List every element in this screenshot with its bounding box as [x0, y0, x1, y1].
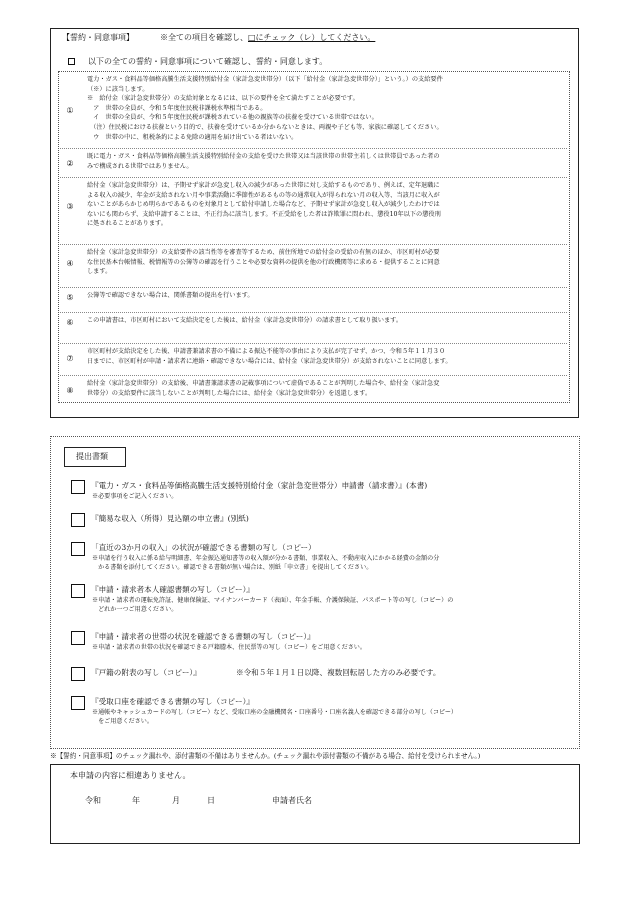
pledge-header-note: ※全ての項目を確認し、□にチェック（レ）してください。 — [160, 33, 376, 42]
doc-checkbox[interactable] — [71, 667, 85, 681]
doc-label: 『電力・ガス・食料品等価格高騰生活支援特別給付金（家計急変世帯分）申請書（請求書）』(本書) — [91, 481, 428, 490]
pledge-item-number: ⑥ — [66, 317, 74, 327]
pledge-item-divider — [60, 148, 567, 149]
pledge-agree-checkbox[interactable] — [68, 58, 75, 65]
pledge-item-line: 給付金（家計急変世帯分）は、予期せず家計が急変し収入の減少があった世帯に対し支給するものであり、例えば、定年退職に — [87, 182, 440, 189]
pledge-item-number: ⑤ — [66, 292, 74, 302]
pledge-item-divider — [60, 375, 567, 376]
doc-label: 『戸籍の附表の写し（コピー）』 — [91, 668, 201, 677]
doc-label: 「直近の3か月の収入」の状況が確認できる書類の写し（コピー） — [91, 543, 316, 552]
pledge-item-divider — [60, 244, 567, 245]
pledge-item-divider — [60, 343, 567, 344]
doc-label-suffix: ※令和５年１月１日以降、複数回転居した方のみ必要です。 — [236, 668, 441, 677]
pledge-item-number: ④ — [66, 259, 74, 269]
pledge-item-line: します。 — [87, 268, 112, 276]
date-year: 年 — [132, 796, 140, 805]
pledge-item-number: ③ — [66, 202, 74, 211]
doc-label: 『簡易な収入（所得）見込額の申立書』(別紙) — [91, 514, 249, 523]
pledge-header-label: 【誓約・同意事項】 — [62, 33, 134, 42]
pledge-item-divider — [60, 177, 567, 178]
pledge-item-line: ウ 世帯の中に、租税条約による免除の適用を届け出ている者はいない。 — [87, 133, 298, 141]
applicant-name-label: 申請者氏名 — [272, 796, 312, 805]
pledge-item-divider — [60, 312, 567, 313]
pledge-item-divider — [60, 287, 567, 288]
pledge-item-line: 公簿等で確認できない場合は、関係書類の提出を行います。 — [87, 292, 254, 299]
pledge-item-line: 給付金（家計急変世帯分）の支給要件の該当性等を審査等するため、前住所地での給付金の受給の有無のほか、市区町村が必要 — [87, 249, 440, 256]
pledge-item-line: な住民基本台帳情報、税情報等の公簿等の確認を行うことや必要な資料の提供を他の行政機関等に求める・提供することに同意 — [87, 258, 440, 266]
pledge-item-line: ないことがあらかじめ明らかであるものを対象月として給付申請した場合など、予期せず家計が急変し収入が減少したわけでは — [87, 201, 440, 209]
doc-note: ※申請を行う収入に係る給与明細書、年金振込通知書等の収入額が分かる書類、事業収入、不動産収入にかかる経費の金額の分 — [92, 555, 440, 562]
pledge-item-number: ② — [66, 158, 74, 168]
pledge-item-line: ※ 給付金（家計急変世帯分）の支給対象となるには、以下の要件を全て満たすことが必要です。 — [87, 95, 359, 103]
pledge-item-number: ⑦ — [66, 353, 74, 363]
pledge-item-line: 電力・ガス・食料品等価格高騰生活支援特別給付金（家計急変世帯分）（以下「給付金（家計急変世帯分）」という。）の支給要件 — [87, 76, 443, 83]
doc-checkbox[interactable] — [71, 480, 85, 494]
pledge-item-line: イ 世帯の全員が、令和５年度住民税が課税されている他の親族等の扶養を受けている世帯ではない。 — [87, 114, 378, 122]
pledge-item-line: ア 世帯の全員が、令和５年度住民税非課税水準相当である。 — [87, 104, 267, 112]
doc-note: どれか一つご用意ください。 — [92, 606, 178, 613]
pledge-item-line: ないにも関わらず、支給申請することは、不正行為に該当します。不正受給をした者は詐欺罪に問われ、懲役10年以下の懲役刑 — [87, 210, 441, 218]
pledge-item-number: ① — [66, 105, 74, 115]
pledge-item-line: よる収入の減少、年金が支給されない月や事業活動に季節性があるもの等の通常収入が得られない月の収入等、当該月に収入が — [87, 191, 440, 199]
pledge-item-line: （注）住民税における扶養という目的で、扶養を受けているか分からないときは、両親や子ども等、家族に確認してください。 — [87, 124, 443, 131]
doc-note: ※必要事項をご記入ください。 — [92, 493, 178, 500]
pledge-item-line: 既に電力・ガス・食料品等価格高騰生活支援特別給付金の支給を受けた世帯又は当該世帯の世帯主若しくは世帯員であった者の — [87, 153, 440, 160]
pledge-check-line: 以下の全ての誓約・同意事項について確認し、誓約・同意します。 — [88, 57, 328, 66]
docs-title: 提出書類 — [76, 452, 108, 461]
pledge-item-number: ⑧ — [66, 385, 74, 395]
doc-checkbox[interactable] — [71, 584, 85, 598]
doc-checkbox[interactable] — [71, 513, 85, 527]
doc-label: 『申請・請求者の世帯の状況を確認できる書類の写し（コピー）』 — [91, 632, 315, 641]
pledge-item-line: この申請書は、市区町村において支給決定をした後は、給付金（家計急変世帯分）の請求書として取り扱います。 — [87, 317, 403, 324]
doc-checkbox[interactable] — [71, 542, 85, 556]
doc-note: ※申請・請求者の世帯の状況を確認できる戸籍謄本、住民票等の写し（コピー）をご用意ください。 — [92, 644, 366, 651]
pledge-item-line: 世帯分）の支給要件に該当しないことが判明した場合には、給付金（家計急変世帯分）を返還します。 — [87, 389, 372, 397]
doc-note: をご用意ください。 — [92, 718, 153, 725]
pledge-item-line: 給付金（家計急変世帯分）の支給後、申請書兼請求書の記載事項について虚偽であることが判明した場合や、給付金（家計急変 — [87, 380, 440, 387]
confirm-text: 本申請の内容に相違ありません。 — [70, 771, 191, 780]
doc-note: ※申請・請求者の運転免許証、健康保険証、マイナンバーカード（表面）、年金手帳、介護保険証、パスポート等の写し（コピー）の — [92, 597, 454, 604]
doc-note: かる書類を添付してください。確認できる書類が無い場合は、別紙「申立書」を提出してください。 — [92, 564, 373, 571]
doc-checkbox[interactable] — [71, 631, 85, 645]
doc-label: 『申請・請求者本人確認書類の写し（コピー）』 — [91, 585, 254, 594]
date-era: 令和 — [85, 796, 101, 805]
date-month: 月 — [172, 796, 180, 805]
pledge-item-line: 日までに、市区町村が申請・請求者に連絡・確認できない場合には、給付金（家計急変世帯分）が支給されないことに同意します。 — [87, 357, 452, 365]
pledge-item-line: （※）に該当します。 — [87, 85, 149, 93]
pledge-item-line: みで構成される世帯ではありません。 — [87, 162, 193, 170]
pledge-item-line: に処されることがあります。 — [87, 220, 167, 228]
footer-warning: ※【誓約・同意事項】のチェック漏れや、添付書類の不備はありませんか。(チェック漏れや添付書類の不備がある場合、給付を受けられません。) — [50, 752, 481, 760]
pledge-item-line: 市区町村が支給決定をした後、申請書兼請求書の不備による振込不能等の事由により支払が完了せず、かつ、令和５年１１月３０ — [87, 348, 446, 355]
doc-checkbox[interactable] — [71, 696, 85, 710]
doc-label: 『受取口座を確認できる書類の写し（コピー）』 — [91, 697, 254, 706]
date-day: 日 — [207, 796, 215, 805]
doc-note: ※通帳やキャッシュカードの写し（コピー）など、受取口座の金融機関名・口座番号・口座名義人を確認できる部分の写し（コピー） — [92, 709, 458, 716]
